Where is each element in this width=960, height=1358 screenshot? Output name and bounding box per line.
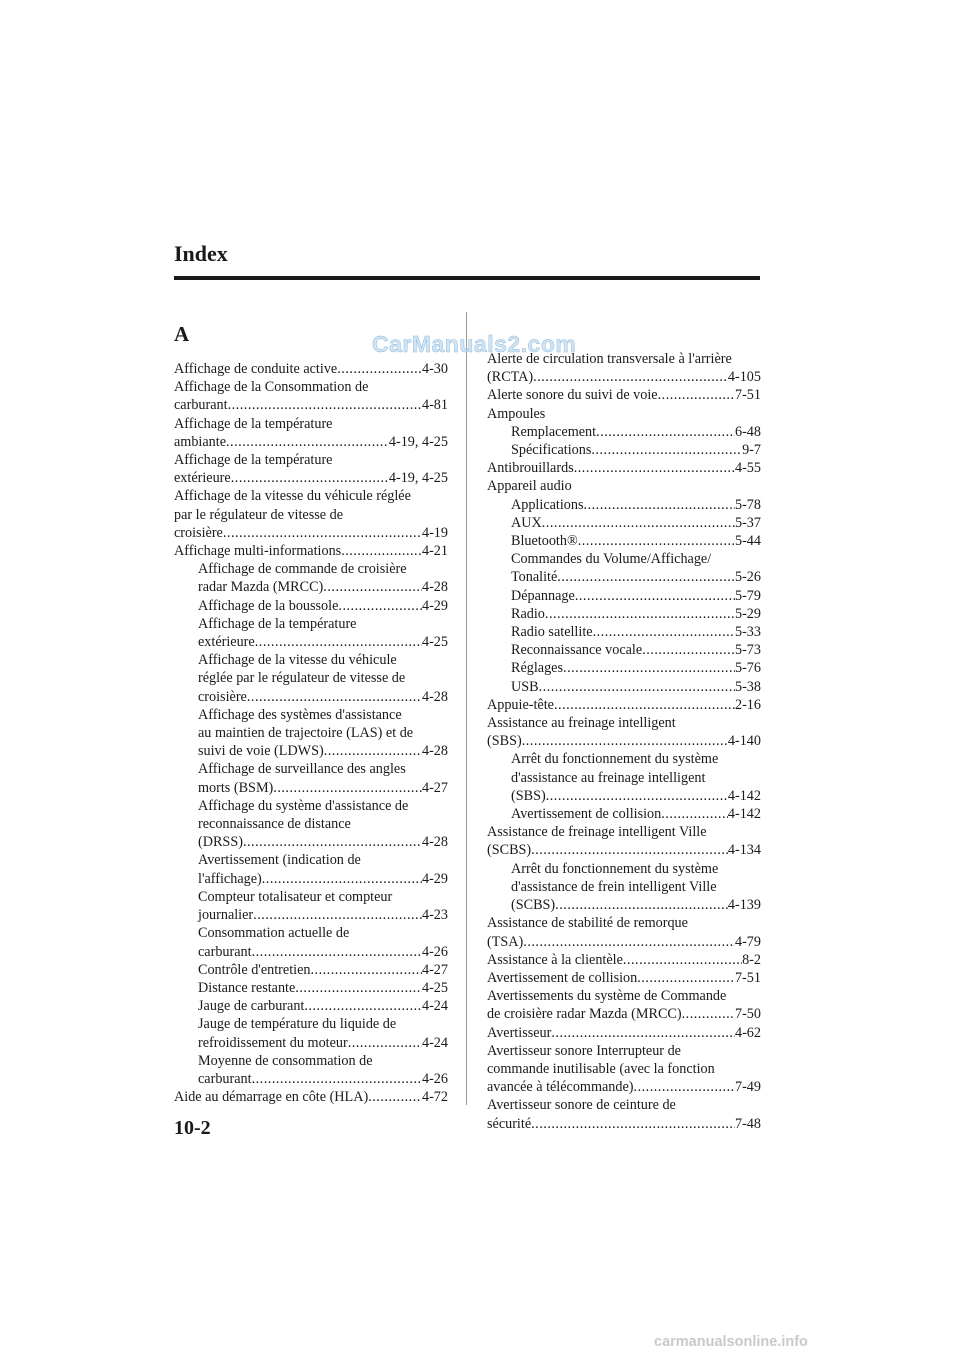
index-entry-text: Assistance à la clientèle [487, 951, 623, 968]
index-entry-text: (SBS) [487, 733, 522, 750]
index-entry-text: Affichage de la température [174, 415, 333, 432]
index-entry-text: Avertisseur sonore de ceinture de [487, 1097, 676, 1114]
index-page-ref: 4-134 [727, 842, 761, 859]
index-entry-text: Avertissement de collision [511, 806, 662, 823]
watermark: CarManuals2.com [372, 331, 577, 357]
index-entry-text: Appareil audio [487, 478, 572, 495]
index-entry [174, 997, 448, 1015]
index-entry-text: Affichage de la température [198, 615, 357, 632]
index-entry-line [174, 1088, 448, 1106]
index-entry [487, 441, 761, 459]
index-entry [174, 360, 448, 378]
dot-leader [591, 441, 742, 459]
index-entry-text: Tonalité [511, 569, 558, 586]
index-entry-text: extérieure [174, 470, 231, 487]
index-entry-text: réglée par le régulateur de vitesse de [198, 670, 406, 687]
dot-leader [557, 568, 735, 586]
index-entry-text: (SCBS) [487, 842, 532, 859]
index-entry-text: (SBS) [511, 787, 546, 804]
index-entry-line [487, 1115, 761, 1133]
index-page-ref: 4-23 [421, 907, 448, 924]
index-entry-line [511, 423, 761, 441]
index-entry-text: Consommation actuelle de [198, 925, 350, 942]
index-page-ref: 4-79 [734, 933, 761, 950]
index-page-ref: 4-139 [727, 897, 761, 914]
index-entry-line [198, 997, 448, 1015]
index-page-ref: 4-142 [727, 806, 761, 823]
dot-leader [578, 532, 735, 550]
index-entry-text: Affichage du système d'assistance de [198, 797, 409, 814]
index-column-left [174, 360, 448, 1106]
index-entry-text: carburant [174, 397, 228, 414]
index-page-ref: 4-26 [421, 943, 448, 960]
index-page-ref: 5-76 [734, 660, 761, 677]
index-page-ref: 5-73 [734, 642, 761, 659]
dot-leader [247, 688, 422, 706]
index-entry-line [511, 623, 761, 641]
index-entry-line [511, 605, 761, 623]
index-entry-text: morts (BSM) [198, 779, 274, 796]
index-entry-text: avancée à télécommande) [487, 1079, 634, 1096]
index-page-ref: 4-142 [727, 787, 761, 804]
index-entry-text: Aide au démarrage en côte (HLA) [174, 1089, 369, 1106]
index-entry-text: Avertissements du système de Commande [487, 988, 727, 1005]
index-entry-line [487, 1005, 761, 1023]
index-page-ref: 4-30 [421, 361, 448, 377]
index-entry-text: d'assistance de frein intelligent Ville [511, 878, 717, 895]
index-entry [174, 1088, 448, 1106]
index-entry [487, 623, 761, 641]
section-letter: A [174, 322, 190, 346]
index-entry-text: Affichage de surveillance des angles [198, 761, 406, 778]
dot-leader [323, 578, 422, 596]
index-page-ref: 5-79 [734, 587, 761, 604]
index-page-ref: 4-25 [421, 979, 448, 996]
index-page-ref: 4-19 [421, 524, 448, 541]
index-entry-line [174, 542, 448, 560]
index-page-ref: 4-55 [734, 460, 761, 477]
index-entry-text: Affichage de la vitesse du véhicule [198, 652, 397, 669]
dot-leader [273, 779, 422, 797]
index-entry-text: AUX [511, 514, 542, 531]
index-entry-text: (TSA) [487, 933, 524, 950]
dot-leader [338, 597, 422, 615]
index-entry-text: par le régulateur de vitesse de [174, 506, 343, 523]
index-entry [487, 477, 761, 495]
index-entry-text: Bluetooth® [511, 533, 578, 550]
index-entry-text: commande inutilisable (avec la fonction [487, 1060, 715, 1077]
index-entry-text: (RCTA) [487, 369, 534, 386]
index-entry-line [487, 696, 761, 714]
dot-leader [341, 542, 422, 560]
index-page-ref: 4-19, 4-25 [388, 433, 448, 450]
index-page-ref: 5-44 [734, 533, 761, 550]
index-page-ref: 2-16 [734, 696, 761, 713]
index-entry-text: (DRSS) [198, 834, 243, 851]
index-entry-text: Avertisseur sonore Interrupteur de [487, 1042, 681, 1059]
dot-leader [554, 696, 735, 714]
index-entry-line [198, 1034, 448, 1052]
index-entry [487, 969, 761, 987]
index-entry-text: radar Mazda (MRCC) [198, 579, 324, 596]
dot-leader [542, 514, 735, 532]
index-entry-line [174, 433, 448, 451]
index-page-ref: 4-28 [421, 834, 448, 851]
dot-leader [255, 633, 422, 651]
dot-leader [226, 433, 389, 451]
index-page-ref: 5-78 [734, 496, 761, 513]
index-entry-line [198, 578, 448, 596]
index-entry-line [487, 1078, 761, 1096]
index-entry [487, 1096, 761, 1132]
dot-leader [531, 841, 728, 859]
index-entry-line [511, 514, 761, 532]
index-entry-text: Arrêt du fonctionnement du système [511, 751, 719, 768]
index-entry-line [487, 841, 761, 859]
index-entry-text: Spécifications [511, 442, 592, 459]
index-entry-text: Antibrouillards [487, 460, 574, 477]
index-entry [487, 860, 761, 915]
index-entry-text: sécurité [487, 1115, 532, 1132]
index-entry-text: Reconnaissance vocale [511, 642, 643, 659]
index-entry-text: Jauge de température du liquide de [198, 1016, 397, 1033]
index-entry-text: Affichage de conduite active [174, 361, 338, 377]
dot-leader [682, 1005, 735, 1023]
dot-leader [658, 386, 735, 404]
index-entry-text: croisière [198, 688, 247, 705]
dot-leader [551, 1024, 735, 1042]
index-entry-line [511, 896, 761, 914]
index-entry-text: Alerte de circulation transversale à l'arrière [487, 351, 732, 367]
index-entry-text: Affichage de la boussole [198, 597, 339, 614]
index-page-ref: 4-62 [734, 1024, 761, 1041]
index-entry [487, 805, 761, 823]
site-watermark: carmanualsonline.info [654, 1334, 808, 1350]
index-entry [487, 1042, 761, 1097]
index-entry-text: Compteur totalisateur et compteur [198, 888, 393, 905]
index-entry-text: Affichage des systèmes d'assistance [198, 706, 402, 723]
index-entry-line [487, 969, 761, 987]
dot-leader [533, 368, 728, 386]
index-entry-line [198, 597, 448, 615]
index-entry-text: ambiante [174, 433, 226, 450]
dot-leader [262, 870, 422, 888]
index-page-ref: 4-28 [421, 743, 448, 760]
index-page-ref: 5-33 [734, 624, 761, 641]
index-page-ref: 4-29 [421, 597, 448, 614]
index-entry-text: Avertisseur [487, 1024, 552, 1041]
index-entry-line [198, 906, 448, 924]
index-entry [174, 1052, 448, 1088]
index-entry-line [198, 633, 448, 651]
dot-leader [253, 906, 422, 924]
index-entry [487, 678, 761, 696]
index-entry-line [511, 532, 761, 550]
index-page-ref: 8-2 [742, 951, 761, 968]
index-entry [487, 550, 761, 586]
index-entry-text: Affichage de la température [174, 452, 333, 469]
index-entry-text: reconnaissance de distance [198, 816, 351, 833]
index-entry [487, 641, 761, 659]
dot-leader [231, 469, 389, 487]
index-entry-line [198, 742, 448, 760]
index-entry [174, 451, 448, 487]
index-entry-text: (SCBS) [511, 897, 556, 914]
index-page-ref: 5-26 [734, 569, 761, 586]
index-entry-text: Appuie-tête [487, 696, 554, 713]
index-page-ref: 4-81 [421, 397, 448, 414]
index-entry [174, 888, 448, 924]
index-entry-line [198, 979, 448, 997]
index-page-ref: 7-50 [734, 1006, 761, 1023]
index-entry [487, 987, 761, 1023]
dot-leader [324, 742, 422, 760]
index-entry-line [487, 951, 761, 969]
index-page-ref: 4-27 [421, 779, 448, 796]
dot-leader [575, 587, 735, 605]
index-entry-line [198, 1070, 448, 1088]
index-page-ref: 4-26 [421, 1070, 448, 1087]
index-entry [487, 587, 761, 605]
index-entry [174, 542, 448, 560]
index-entry [174, 797, 448, 852]
index-entry-text: Réglages [511, 660, 564, 677]
index-entry-line [487, 1024, 761, 1042]
dot-leader [593, 623, 735, 641]
index-entry [174, 924, 448, 960]
index-entry-line [487, 933, 761, 951]
index-entry-text: Dépannage [511, 587, 575, 604]
index-page-ref: 5-29 [734, 605, 761, 622]
dot-leader [634, 1078, 735, 1096]
index-page-ref: 7-51 [734, 387, 761, 404]
index-page-ref: 4-24 [421, 1034, 448, 1051]
index-entry-line [198, 833, 448, 851]
index-entry-text: Affichage de la Consommation de [174, 379, 369, 396]
index-entry-line [511, 787, 761, 805]
index-entry-line [198, 943, 448, 961]
index-entry [174, 706, 448, 761]
index-entry-text: Radio [511, 605, 545, 622]
index-entry [174, 597, 448, 615]
dot-leader [252, 943, 422, 961]
index-entry-text: Contrôle d'entretien [198, 961, 311, 978]
index-entry [487, 386, 761, 404]
index-entry-text: Arrêt du fonctionnement du système [511, 860, 719, 877]
index-entry-text: Radio satellite [511, 624, 593, 641]
index-entry-line [511, 496, 761, 514]
index-column-right [487, 350, 761, 1133]
index-entry-text: Assistance au freinage intelligent [487, 715, 676, 732]
index-entry [174, 961, 448, 979]
index-entry [174, 651, 448, 706]
index-entry-text: Affichage de commande de croisière [198, 561, 407, 578]
index-page-ref: 4-21 [421, 543, 448, 560]
index-entry [174, 760, 448, 796]
index-entry [487, 514, 761, 532]
dot-leader [574, 459, 735, 477]
index-entry [487, 532, 761, 550]
index-entry-text: Affichage multi-informations [174, 543, 342, 560]
dot-leader [337, 360, 422, 378]
dot-leader [228, 396, 422, 414]
index-entry-text: carburant [198, 1070, 252, 1087]
index-entry [487, 423, 761, 441]
index-entry [487, 696, 761, 714]
index-entry [487, 405, 761, 423]
dot-leader [642, 641, 735, 659]
index-page-ref: 4-28 [421, 688, 448, 705]
page-number: 10-2 [174, 1117, 211, 1139]
index-entry-text: Avertissement de collision [487, 969, 638, 986]
dot-leader [252, 1070, 422, 1088]
dot-leader [243, 833, 422, 851]
index-entry [487, 459, 761, 477]
index-page-ref: 4-25 [421, 634, 448, 651]
index-entry-text: Remplacement [511, 423, 597, 440]
dot-leader [623, 951, 742, 969]
index-entry [174, 378, 448, 414]
index-entry [174, 487, 448, 542]
index-entry-line [198, 870, 448, 888]
index-entry [487, 496, 761, 514]
index-entry [487, 659, 761, 677]
dot-leader [304, 997, 422, 1015]
dot-leader [596, 423, 735, 441]
header-rule [174, 276, 760, 280]
index-entry-line [174, 360, 448, 378]
dot-leader [310, 961, 422, 979]
index-entry [487, 1024, 761, 1042]
index-entry-line [198, 688, 448, 706]
column-divider [466, 312, 467, 1105]
index-entry-text: de croisière radar Mazda (MRCC) [487, 1006, 682, 1023]
dot-leader [295, 979, 422, 997]
index-entry-text: journalier [198, 907, 254, 924]
dot-leader [637, 969, 735, 987]
index-entry-text: refroidissement du moteur [198, 1034, 348, 1051]
index-entry-text: Ampoules [487, 405, 546, 422]
index-page-ref: 4-28 [421, 579, 448, 596]
index-page-ref: 4-105 [727, 369, 761, 386]
index-page-ref: 4-72 [421, 1089, 448, 1106]
index-entry-line [511, 441, 761, 459]
index-entry [174, 851, 448, 887]
index-page-ref: 9-7 [742, 442, 761, 459]
index-entry-line [487, 459, 761, 477]
index-entry-text: d'assistance au freinage intelligent [511, 769, 706, 786]
index-entry-text: l'affichage) [198, 870, 262, 887]
index-page-ref: 5-37 [734, 514, 761, 531]
dot-leader [223, 524, 422, 542]
page-title: Index [174, 241, 228, 266]
index-page-ref: 4-140 [727, 733, 761, 750]
index-entry-text: suivi de voie (LDWS) [198, 743, 324, 760]
index-entry-line [511, 659, 761, 677]
index-entry-text: Moyenne de consommation de [198, 1052, 373, 1069]
index-entry-text: Applications [511, 496, 584, 513]
index-entry-line [511, 587, 761, 605]
index-entry-text: extérieure [198, 634, 255, 651]
index-entry-text: USB [511, 678, 539, 695]
index-entry-line [487, 368, 761, 386]
index-entry-line [174, 524, 448, 542]
index-entry-line [487, 732, 761, 750]
index-entry [487, 914, 761, 950]
index-page-ref: 4-29 [421, 870, 448, 887]
index-page-ref: 6-48 [734, 423, 761, 440]
dot-leader [584, 496, 735, 514]
dot-leader [563, 659, 735, 677]
index-entry-text: Commandes du Volume/Affichage/ [511, 551, 712, 568]
index-entry-line [511, 805, 761, 823]
dot-leader [348, 1034, 422, 1052]
index-entry [487, 714, 761, 750]
index-entry-line [174, 396, 448, 414]
dot-leader [545, 605, 735, 623]
index-page-ref: 4-27 [421, 961, 448, 978]
index-entry [487, 750, 761, 805]
index-entry-line [487, 386, 761, 404]
dot-leader [661, 805, 728, 823]
index-page-ref: 5-38 [734, 678, 761, 695]
index-page-ref: 7-48 [734, 1115, 761, 1132]
index-entry-text: Affichage de la vitesse du véhicule réglée [174, 488, 411, 505]
index-entry-text: Avertissement (indication de [198, 852, 361, 869]
index-entry [487, 951, 761, 969]
index-entry-line [174, 469, 448, 487]
index-entry-line [198, 779, 448, 797]
dot-leader [522, 732, 728, 750]
index-page-ref: 7-49 [734, 1079, 761, 1096]
index-entry-text: au maintien de trajectoire (LAS) et de [198, 725, 414, 742]
index-entry-line [198, 961, 448, 979]
dot-leader [368, 1088, 422, 1106]
dot-leader [546, 787, 728, 805]
index-entry [174, 979, 448, 997]
dot-leader [539, 678, 735, 696]
index-page-ref: 4-19, 4-25 [388, 470, 448, 487]
index-entry-text: Assistance de freinage intelligent Ville [487, 824, 707, 841]
index-entry-text: carburant [198, 943, 252, 960]
index-entry [487, 605, 761, 623]
index-entry-line [511, 641, 761, 659]
index-page-ref: 4-24 [421, 998, 448, 1015]
index-entry-text: Distance restante [198, 979, 296, 996]
index-entry-line [511, 678, 761, 696]
index-entry-text: Assistance de stabilité de remorque [487, 915, 688, 932]
index-entry-line [511, 568, 761, 586]
dot-leader [531, 1115, 735, 1133]
index-entry-text: Jauge de carburant [198, 998, 305, 1015]
index-entry [174, 615, 448, 651]
index-entry [174, 415, 448, 451]
index-entry [174, 1015, 448, 1051]
index-entry [487, 823, 761, 859]
index-entry-text: croisière [174, 524, 223, 541]
index-page-ref: 7-51 [734, 969, 761, 986]
dot-leader [523, 933, 735, 951]
dot-leader [555, 896, 728, 914]
index-entry [174, 560, 448, 596]
index-entry-text: Alerte sonore du suivi de voie [487, 387, 658, 404]
